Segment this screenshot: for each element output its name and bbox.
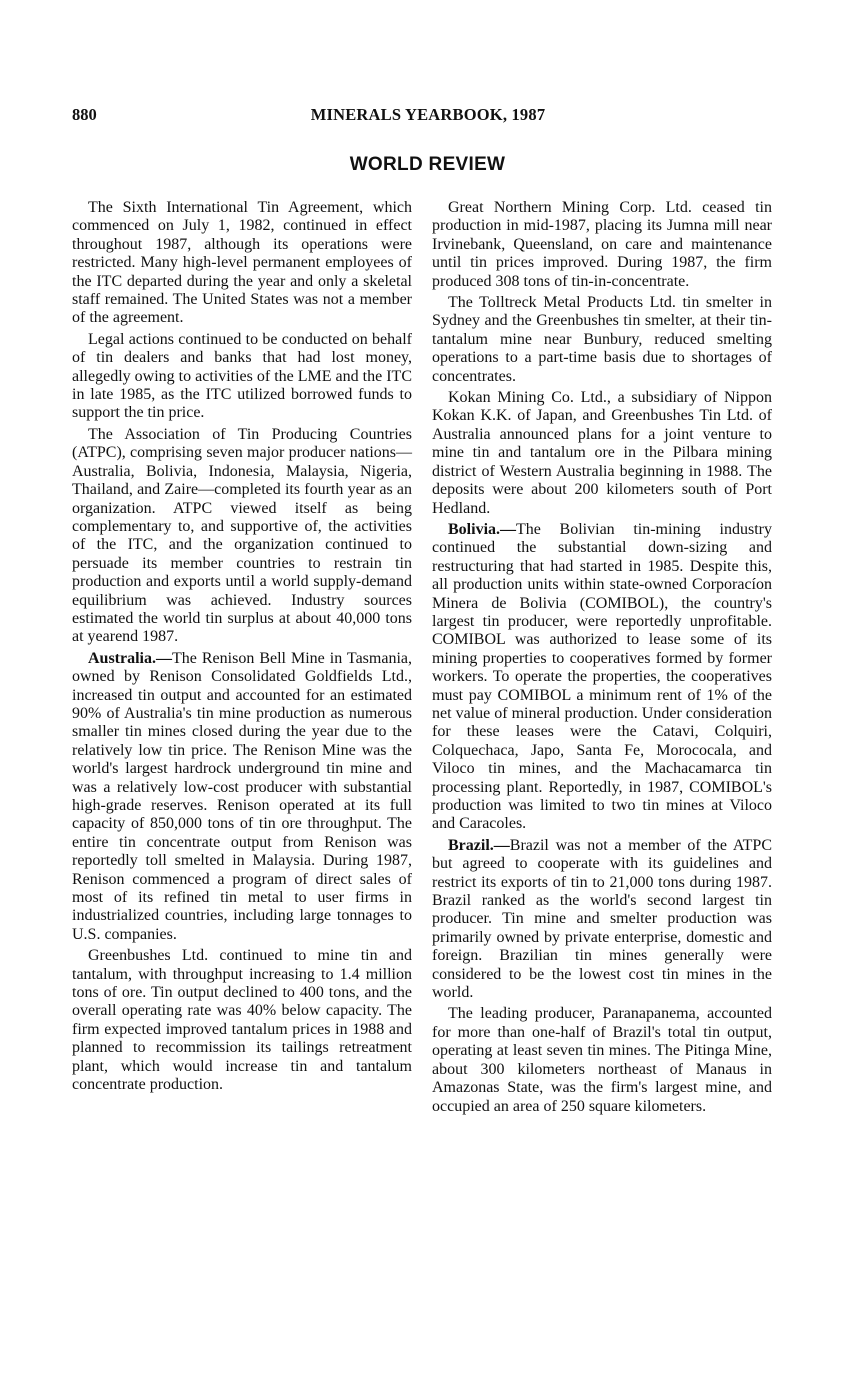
right-column — [432, 199, 772, 1119]
paragraph-tolltreck: The Tolltreck Metal Products Ltd. tin smelter in Sydney and the Greenbushes tin smelter, at their tin-tantalum mine near Bunbury, reduced smelting operations to a part-time basis due to shortages of concentrates. — [432, 294, 772, 385]
paragraph-greenbushes: Greenbushes Ltd. continued to mine tin and tantalum, with throughput increasing to 1.4 million tons of ore. Tin output declined to 400 tons, and the overall operating rate was 40% below capacity. The firm expected improved tantalum prices in 1988 and planned to recommission its tailings retreatment plant, which would increase tin and tantalum concentrate production. — [72, 947, 412, 1094]
left-column — [72, 199, 412, 1098]
paragraph-australia — [72, 650, 412, 945]
paragraph-atpc: The Association of Tin Producing Countries (ATPC), comprising seven major producer nations—Australia, Bolivia, Indonesia, Malaysia, Nigeria, Thailand, and Zaire—completed its fourth year as an organization. ATPC viewed itself as being complementary to, and supportive of, the activities of the ITC, and the organization continued to persuade its member countries to restrain tin production and exports until a world supply-demand equilibrium was achieved. Industry sources estimated the world tin surplus at about 40,000 tons at yearend 1987. — [72, 425, 412, 646]
paragraph-paranapanema: The leading producer, Paranapanema, accounted for more than one-half of Brazil's total tin output, operating at least seven tin mines. The Pitinga Mine, about 300 kilometers northeast of Manaus in Amazonas State, was the firm's largest mine, and occupied an area of 250 square kilometers. — [432, 1005, 772, 1115]
paragraph-brazil-text: Brazil was not a member of the ATPC but agreed to cooperate with its guidelines and restrict its exports of tin to 21,000 tons during 1987. Brazil ranked as the world's second largest tin producer. Tin mine and smelter production was primarily owned by private enterprise, domestic and foreign. Brazilian tin mines generally were considered to be the lowest cost tin mines in the world. — [432, 836, 772, 1002]
country-heading-australia: Australia.— — [88, 649, 172, 667]
paragraph-legal-actions: Legal actions continued to be conducted on behalf of tin dealers and banks that had lost money, allegedly owing to activities of the LME and the ITC in late 1985, as the ITC utilized borrowed funds to support the tin price. — [72, 330, 412, 422]
paragraph-brazil — [432, 837, 772, 1003]
section-title: WORLD REVIEW — [349, 154, 506, 175]
paragraph-bolivia — [432, 521, 772, 834]
journal-title: MINERALS YEARBOOK, 1987 — [310, 105, 546, 124]
paragraph-australia-text: The Renison Bell Mine in Tasmania, owned by Renison Consolidated Goldfields Ltd., increased tin output and accounted for an estimated 90% of Australia's tin mine production as numerous smaller tin mines closed during the year due to the relatively low tin price. The Renison Mine was the world's largest hardrock underground tin mine and was a relatively low-cost producer with substantial high-grade reserves. Renison operated at its full capacity of 850,000 tons of tin ore throughput. The entire tin concentrate output from Renison was reportedly toll smelted in Malaysia. During 1987, Renison commenced a program of direct sales of most of its refined tin metal to user firms in industrialized countries, including large tonnages to U.S. companies. — [72, 649, 412, 943]
country-heading-brazil: Brazil.— — [448, 836, 510, 854]
paragraph-bolivia-text: The Bolivian tin-mining industry continued the substantial down-sizing and restructuring that had started in 1985. Despite this, all production units within state-owned Corporacíon Minera de Bolivia (COMIBOL), the country's largest tin producer, were reportedly unprofitable. COMIBOL was authorized to lease some of its mining properties to cooperatives formed by former workers. To operate the properties, the cooperatives must pay COMIBOL a minimum rent of 1% of the net value of mineral production. Under consideration for these leases were the Catavi, Colquiri, Colquechaca, Japo, Santa Fe, Morococala, and Viloco tin mines, and the Machacamarca tin processing plant. Reportedly, in 1987, COMIBOL's production was limited to two tin mines at Viloco and Caracoles. — [432, 520, 772, 833]
paragraph-tin-agreement: The Sixth International Tin Agreement, which commenced on July 1, 1982, continued in effect throughout 1987, although its operations were restricted. Many high-level permanent employees of the ITC departed during the year and only a skeletal staff remained. The United States was not a member of the agreement. — [72, 199, 412, 327]
paragraph-great-northern: Great Northern Mining Corp. Ltd. ceased tin production in mid-1987, placing its Jumna mill near Irvinebank, Queensland, on care and maintenance until tin prices improved. During 1987, the firm produced 308 tons of tin-in-concentrate. — [432, 199, 772, 290]
page-number: 880 — [72, 105, 97, 124]
country-heading-bolivia: Bolivia.— — [448, 520, 517, 538]
paragraph-kokan: Kokan Mining Co. Ltd., a subsidiary of Nippon Kokan K.K. of Japan, and Greenbushes Tin Ltd. of Australia announced plans for a joint venture to mine tin and tantalum ore in the Pilbara mining district of Western Australia beginning in 1988. The deposits were about 200 kilometers south of Port Hedland. — [432, 389, 772, 517]
running-header — [72, 104, 784, 126]
